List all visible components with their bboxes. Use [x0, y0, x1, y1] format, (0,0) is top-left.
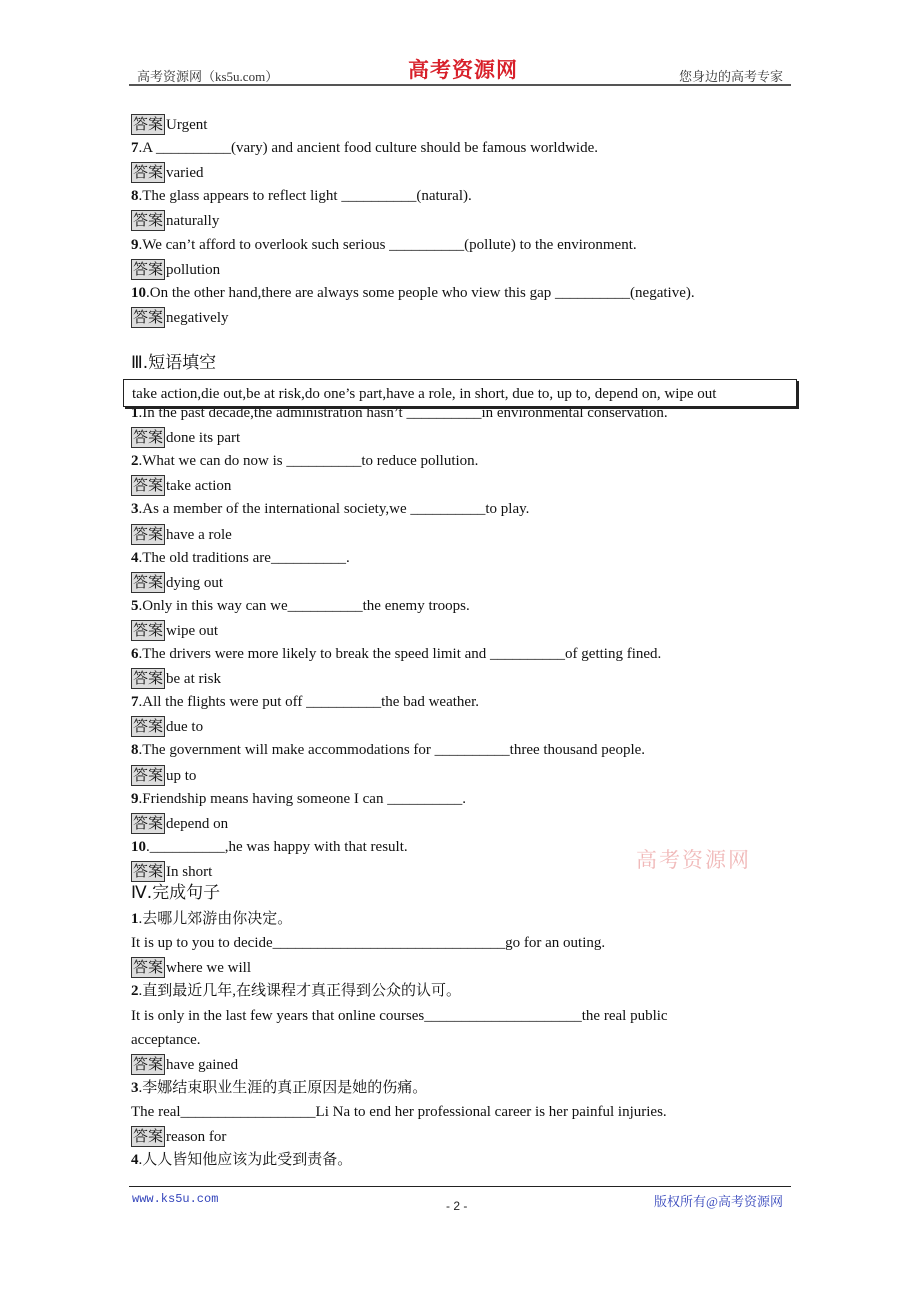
question-line: [131, 837, 408, 857]
line-text: .李娜结束职业生涯的真正原因是她的伤痛。: [138, 1079, 428, 1096]
footer-url[interactable]: www.ks5u.com: [132, 1192, 219, 1206]
answer-badge: 答案: [133, 669, 164, 688]
answer-line: [131, 572, 223, 593]
line-text: dying out: [166, 574, 224, 591]
answer-badge: 答案: [133, 524, 164, 543]
answer-line: [131, 210, 219, 231]
line-text: .__________,he was happy with that result.: [146, 838, 408, 855]
line-text: acceptance.: [131, 1031, 201, 1048]
question-number: 2: [131, 453, 139, 470]
answer-badge: 答案: [133, 717, 164, 736]
answer-badge: 答案: [133, 958, 164, 977]
question-line: [131, 1150, 352, 1170]
header-logo: 高考资源网: [408, 58, 518, 82]
question-number: 1: [131, 911, 139, 928]
answer-badge: 答案: [133, 1054, 164, 1073]
question-number: 3: [131, 1079, 139, 1096]
line-text: done its part: [166, 430, 241, 447]
question-number: 8: [131, 742, 139, 759]
answer-badge: 答案: [133, 620, 164, 639]
answer-line: [131, 765, 196, 786]
line-text: .The drivers were more likely to break the speed limit and __________of getting fined.: [138, 646, 662, 662]
question-number: 9: [131, 790, 139, 807]
answer-badge: 答案: [133, 1127, 164, 1145]
answer-badge: 答案: [133, 163, 164, 182]
question-number: 9: [131, 236, 139, 253]
line-text: .As a member of the international society,we __________to play.: [138, 501, 530, 518]
line-text: .The government will make accommodations for __________three thousand people.: [138, 742, 646, 759]
line-text: reason for: [166, 1129, 227, 1145]
answer-line: [131, 813, 228, 834]
answer-line: [131, 957, 251, 978]
line-text: .人人皆知他应该为此受到责备。: [138, 1152, 353, 1169]
question-number: 2: [131, 983, 139, 1000]
answer-line: [131, 1126, 226, 1147]
line-text: have a role: [166, 526, 232, 543]
line-text: .All the flights were put off __________the bad weather.: [138, 694, 479, 711]
line-text: have gained: [166, 1056, 239, 1073]
answer-badge: 答案: [133, 428, 164, 447]
line-text: .What we can do now is __________to reduce pollution.: [138, 453, 479, 470]
answer-badge: 答案: [133, 211, 164, 230]
answer-line: [131, 427, 240, 448]
answer-line: [131, 524, 232, 545]
question-line: [131, 981, 461, 1001]
question-number: 6: [131, 646, 139, 662]
question-line: [131, 740, 645, 760]
line-text: .A __________(vary) and ancient food culture should be famous worldwide.: [138, 140, 598, 157]
line-text: It is up to you to decide_______________________________go for an outing.: [131, 935, 606, 952]
answer-line: [131, 668, 221, 689]
line-text: Urgent: [166, 117, 208, 133]
text-line: [131, 1102, 667, 1122]
line-text: take action: [166, 478, 232, 495]
question-line: [131, 451, 478, 471]
line-text: .去哪儿郊游由你决定。: [138, 911, 293, 928]
line-text: .On the other hand,there are always some people who view this gap __________(negative).: [146, 284, 695, 301]
line-text: be at risk: [166, 671, 221, 688]
answer-line: [131, 114, 207, 135]
line-text: depend on: [166, 815, 229, 832]
line-text: .The old traditions are__________.: [138, 549, 350, 566]
question-line: [131, 644, 661, 664]
answer-line: [131, 716, 203, 737]
answer-badge: 答案: [133, 307, 164, 326]
answer-badge: 答案: [133, 476, 164, 495]
question-line: [131, 499, 529, 519]
header-divider: [129, 84, 791, 86]
answer-badge: 答案: [133, 259, 164, 278]
question-number: 4: [131, 1152, 139, 1169]
question-number: 7: [131, 694, 139, 711]
answer-badge: 答案: [133, 765, 164, 784]
answer-line: [131, 162, 204, 183]
phrase-box: take action,die out,be at risk,do one’s part,have a role, in short, due to, up to, depend on, wipe out: [123, 379, 797, 407]
question-line: [131, 692, 479, 712]
line-text: up to: [166, 767, 197, 784]
footer-copyright: 版权所有@高考资源网: [654, 1194, 783, 1209]
text-line: [131, 933, 605, 953]
line-text: In short: [166, 863, 213, 880]
question-line: [131, 909, 292, 929]
question-number: 7: [131, 140, 139, 157]
answer-badge: 答案: [133, 115, 164, 133]
question-number: 8: [131, 188, 139, 205]
question-number: 1: [131, 405, 139, 421]
header-site-name: 高考资源网（ks5u.com）: [137, 69, 279, 84]
line-text: .直到最近几年,在线课程才真正得到公众的认可。: [138, 983, 462, 1000]
line-text: The real__________________Li Na to end her professional career is her painful injuries.: [131, 1103, 667, 1120]
question-number: 10: [131, 838, 146, 855]
answer-line: [131, 307, 229, 328]
page-number: - 2 -: [446, 1199, 468, 1213]
line-text: .The glass appears to reflect light __________(natural).: [138, 188, 472, 205]
answer-line: [131, 620, 218, 641]
line-text: wipe out: [166, 622, 219, 639]
answer-line: [131, 1054, 238, 1075]
line-text: It is only in the last few years that online courses_____________________the real public: [131, 1007, 668, 1024]
line-text: Ⅲ.短语填空: [131, 352, 217, 373]
watermark: 高考资源网: [636, 848, 751, 872]
question-line: [131, 138, 598, 158]
answer-badge: 答案: [133, 813, 164, 832]
question-line: [131, 596, 470, 616]
line-text: where we will: [166, 960, 251, 977]
line-text: Ⅳ.完成句子: [131, 883, 221, 903]
line-text: due to: [166, 719, 204, 736]
question-number: 3: [131, 501, 139, 518]
footer-divider: [129, 1186, 791, 1187]
header-slogan: 您身边的高考专家: [678, 69, 783, 84]
line-text: negatively: [166, 309, 229, 326]
line-text: varied: [166, 165, 204, 182]
answer-badge: 答案: [133, 861, 164, 880]
question-line: [131, 283, 695, 303]
line-text: .In the past decade,the administration hasn’t __________in environmental conservation.: [138, 405, 668, 421]
text-line: [131, 1030, 201, 1050]
question-number: 10: [131, 284, 146, 301]
line-text: pollution: [166, 261, 221, 278]
line-text: .Only in this way can we__________the enemy troops.: [138, 597, 470, 614]
text-line: [131, 1006, 668, 1026]
answer-line: [131, 259, 220, 280]
line-text: naturally: [166, 213, 220, 230]
question-line: [131, 548, 350, 568]
question-line: [131, 1078, 427, 1098]
question-number: 4: [131, 549, 139, 566]
answer-badge: 答案: [133, 572, 164, 591]
question-line: [131, 235, 637, 255]
section-heading: [131, 883, 220, 903]
question-number: 5: [131, 597, 139, 614]
line-text: .Friendship means having someone I can __________.: [138, 790, 466, 807]
line-text: .We can’t afford to overlook such serious __________(pollute) to the environment.: [138, 236, 637, 253]
answer-line: [131, 861, 212, 882]
answer-line: [131, 475, 231, 496]
question-line: [131, 789, 466, 809]
section-heading: [131, 353, 216, 373]
question-line: [131, 186, 472, 206]
